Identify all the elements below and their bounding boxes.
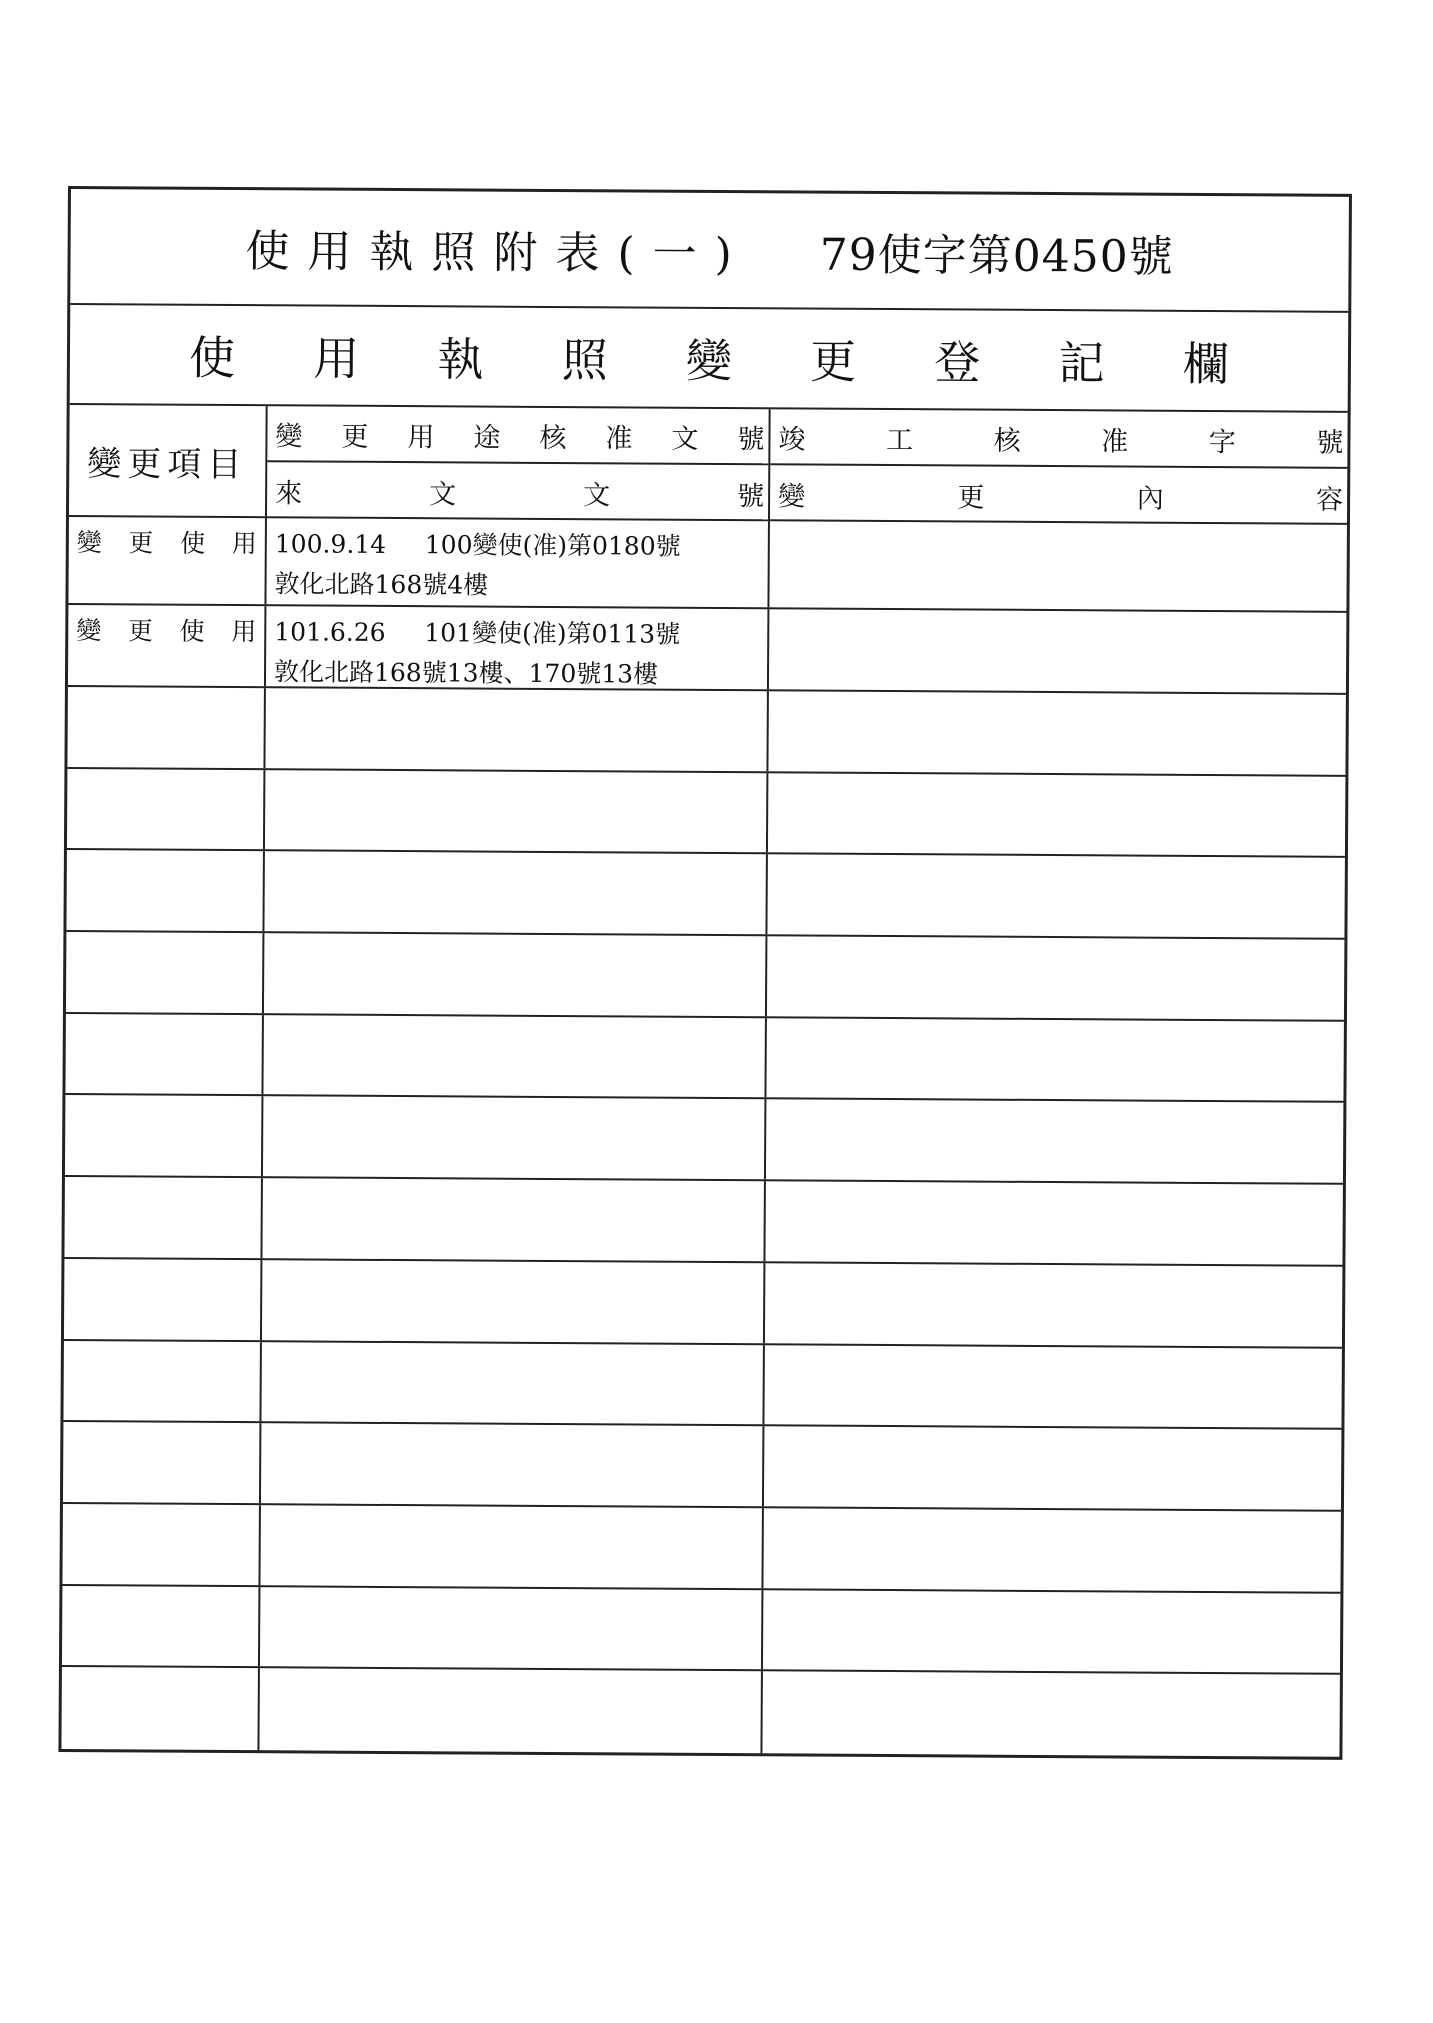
change-address: 敦化北路168號4樓 (274, 569, 489, 600)
approval-cell (266, 606, 769, 689)
header-char: 途 (473, 421, 501, 454)
table-row (64, 1177, 1342, 1266)
permit-number: 79使字第0450號 (819, 229, 1174, 283)
subtitle-char: 使 (188, 330, 236, 386)
completion-cell (762, 1672, 1339, 1757)
approval-cell (263, 1097, 766, 1180)
header-char: 變 (275, 420, 303, 452)
item-cell (63, 1422, 261, 1503)
completion-cell (767, 936, 1344, 1019)
form-title: 使用執照附表(一) (245, 226, 750, 281)
approval-cell (260, 1587, 763, 1670)
subtitle-char: 執 (437, 332, 484, 387)
completion-cell (769, 609, 1346, 693)
table-row (63, 1341, 1341, 1430)
column-header-completion-top (770, 409, 1347, 469)
approval-line (275, 524, 762, 567)
approval-cell (262, 1178, 765, 1261)
completion-cell (768, 691, 1345, 774)
header-char: 變 (778, 480, 806, 513)
item-cell (65, 1014, 263, 1095)
header-char: 來 (275, 477, 303, 509)
subtitle-char: 變 (685, 333, 733, 389)
item-cell (62, 1586, 260, 1667)
completion-cell (769, 521, 1347, 611)
header-char: 工 (885, 424, 914, 456)
completion-cell (765, 1263, 1342, 1346)
column-header-item: 變更項目 (69, 405, 268, 518)
table-row (67, 769, 1345, 858)
form-subtitle (70, 305, 1349, 413)
completion-cell (766, 1018, 1343, 1101)
header-char: 文 (583, 479, 611, 511)
table-row (68, 517, 1347, 613)
header-char: 號 (1316, 427, 1344, 459)
completion-cell (763, 1590, 1340, 1673)
table-row (62, 1504, 1340, 1593)
item-cell (62, 1504, 260, 1585)
approval-cell (265, 688, 768, 771)
item-char: 更 (127, 616, 154, 646)
subtitle-char: 更 (809, 334, 857, 389)
item-cell (68, 517, 267, 604)
header-char: 竣 (778, 423, 806, 456)
item-char: 使 (179, 616, 205, 646)
table-row (62, 1586, 1340, 1675)
item-cell (63, 1341, 261, 1422)
table-row (65, 1095, 1343, 1184)
table-row (67, 687, 1345, 776)
approval-cell (259, 1668, 762, 1753)
table-row (65, 1014, 1343, 1103)
table-row (61, 1667, 1339, 1756)
completion-cell (768, 773, 1345, 856)
completion-cell (767, 855, 1344, 938)
approval-date: 101.6.26 (274, 617, 386, 647)
header-char: 號 (737, 423, 765, 455)
header-char: 容 (1315, 484, 1344, 516)
approval-cell (266, 518, 770, 607)
item-char: 變 (76, 528, 102, 558)
item-cell (67, 687, 265, 768)
table-row (66, 932, 1344, 1021)
table-row (68, 605, 1346, 695)
item-char: 用 (231, 617, 257, 647)
subtitle-char: 欄 (1182, 336, 1229, 392)
header-char: 文 (429, 478, 457, 510)
entry-rows (61, 517, 1347, 1757)
approval-line (274, 612, 761, 655)
subtitle-char: 登 (934, 335, 981, 390)
approval-cell (264, 933, 767, 1016)
header-char: 字 (1208, 426, 1236, 458)
change-address: 敦化北路168號13樓、170號13樓 (273, 657, 659, 689)
completion-cell (765, 1181, 1342, 1264)
header-char: 核 (539, 422, 567, 454)
approval-cell (265, 770, 768, 853)
item-char: 使 (180, 528, 206, 558)
column-header-approval-top (267, 406, 768, 465)
approval-cell (260, 1505, 763, 1588)
permit-change-form (58, 186, 1352, 1760)
completion-cell (766, 1100, 1343, 1183)
column-header-approval (267, 406, 771, 521)
column-header-approval-bottom (267, 462, 768, 521)
header-char: 更 (957, 481, 985, 514)
completion-cell (764, 1345, 1341, 1428)
approval-cell (261, 1423, 764, 1506)
approval-cell (261, 1342, 764, 1425)
approval-cell (264, 852, 767, 935)
completion-cell (763, 1508, 1340, 1591)
item-cell (64, 1259, 262, 1340)
subtitle-char: 照 (561, 333, 608, 388)
form-title-row (70, 189, 1349, 313)
subtitle-char: 記 (1058, 336, 1105, 391)
header-char: 更 (341, 421, 369, 453)
item-cell (66, 850, 264, 931)
table-row (63, 1422, 1341, 1511)
header-char: 准 (1101, 425, 1129, 457)
header-char: 內 (1136, 483, 1164, 515)
item-char: 變 (76, 616, 102, 646)
approval-doc-number: 101變使(准)第0113號 (424, 618, 681, 649)
item-cell (67, 769, 265, 850)
item-char: 更 (128, 528, 154, 558)
approval-date: 100.9.14 (274, 529, 387, 559)
approval-cell (262, 1260, 765, 1343)
column-header-completion-bottom (770, 465, 1347, 525)
header-char: 核 (993, 425, 1021, 457)
header-char: 用 (407, 421, 435, 453)
completion-cell (764, 1426, 1341, 1509)
column-header-completion (770, 409, 1348, 525)
item-cell (66, 932, 264, 1013)
table-row (66, 850, 1344, 939)
header-char: 文 (671, 423, 699, 455)
item-cell (65, 1095, 263, 1176)
item-cell (64, 1177, 262, 1258)
header-char: 號 (737, 480, 765, 512)
table-row (64, 1259, 1342, 1348)
item-cell (68, 605, 266, 686)
approval-doc-number: 100變使(准)第0180號 (424, 530, 681, 561)
item-cell (61, 1667, 259, 1750)
item-char: 用 (231, 529, 257, 559)
approval-cell (263, 1015, 766, 1098)
subtitle-char: 用 (313, 331, 360, 386)
header-char: 准 (605, 422, 633, 454)
